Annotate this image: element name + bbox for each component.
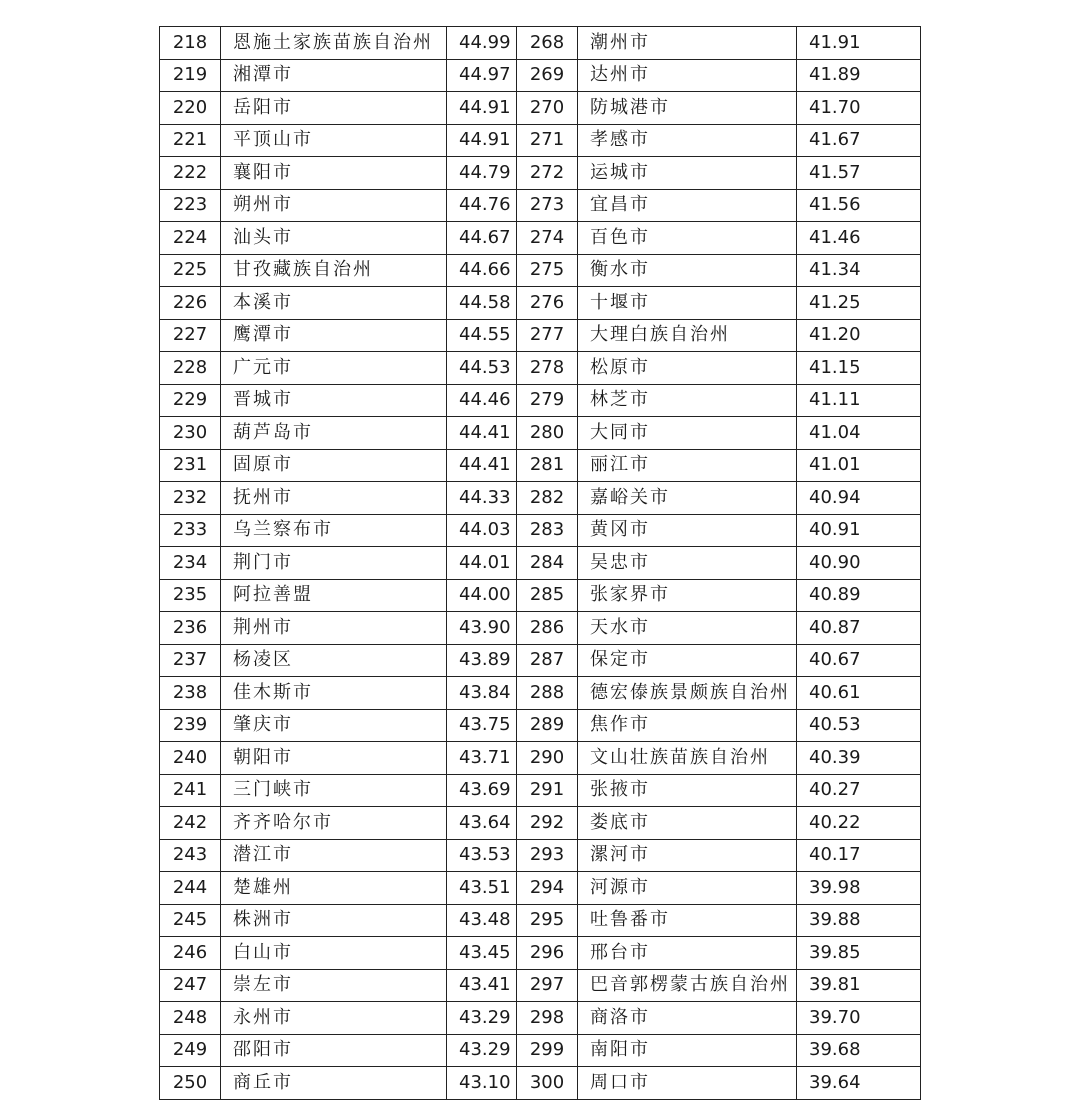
left-rank-cell: 245 [160,904,221,937]
right-city-name-cell: 南阳市 [578,1034,797,1067]
table-row [160,384,921,417]
left-score-cell: 43.64 [447,807,517,840]
table-row [160,872,921,905]
right-rank-cell: 295 [517,904,578,937]
left-score-cell: 44.66 [447,254,517,287]
right-rank-cell: 280 [517,417,578,450]
right-rank-cell: 288 [517,677,578,710]
right-rank-cell: 270 [517,92,578,125]
left-city-name-cell: 邵阳市 [221,1034,447,1067]
right-score-cell: 41.04 [797,417,921,450]
right-rank-cell: 291 [517,774,578,807]
left-city-name-cell: 崇左市 [221,969,447,1002]
right-score-cell: 41.70 [797,92,921,125]
right-score-cell: 39.85 [797,937,921,970]
left-rank-cell: 230 [160,417,221,450]
left-city-name-cell: 岳阳市 [221,92,447,125]
right-rank-cell: 269 [517,59,578,92]
right-rank-cell: 282 [517,482,578,515]
right-city-name-cell: 松原市 [578,352,797,385]
table-row [160,482,921,515]
right-score-cell: 41.57 [797,157,921,190]
right-score-cell: 39.64 [797,1067,921,1100]
left-score-cell: 44.76 [447,189,517,222]
left-city-name-cell: 鹰潭市 [221,319,447,352]
right-city-name-cell: 大理白族自治州 [578,319,797,352]
right-rank-cell: 268 [517,27,578,60]
right-score-cell: 40.61 [797,677,921,710]
left-city-name-cell: 齐齐哈尔市 [221,807,447,840]
left-score-cell: 44.33 [447,482,517,515]
right-city-name-cell: 潮州市 [578,27,797,60]
table-row [160,287,921,320]
right-rank-cell: 300 [517,1067,578,1100]
left-city-name-cell: 本溪市 [221,287,447,320]
left-city-name-cell: 白山市 [221,937,447,970]
left-score-cell: 43.10 [447,1067,517,1100]
right-rank-cell: 290 [517,742,578,775]
left-rank-cell: 228 [160,352,221,385]
left-score-cell: 44.03 [447,514,517,547]
right-rank-cell: 271 [517,124,578,157]
table-row [160,254,921,287]
left-rank-cell: 248 [160,1002,221,1035]
left-rank-cell: 247 [160,969,221,1002]
left-score-cell: 44.97 [447,59,517,92]
left-score-cell: 43.41 [447,969,517,1002]
left-score-cell: 44.67 [447,222,517,255]
right-city-name-cell: 漯河市 [578,839,797,872]
left-city-name-cell: 荆门市 [221,547,447,580]
left-score-cell: 44.91 [447,124,517,157]
left-city-name-cell: 肇庆市 [221,709,447,742]
table-row [160,27,921,60]
left-rank-cell: 234 [160,547,221,580]
left-rank-cell: 225 [160,254,221,287]
right-rank-cell: 272 [517,157,578,190]
right-city-name-cell: 娄底市 [578,807,797,840]
right-rank-cell: 285 [517,579,578,612]
right-score-cell: 39.70 [797,1002,921,1035]
left-score-cell: 44.91 [447,92,517,125]
left-score-cell: 44.00 [447,579,517,612]
table-row [160,189,921,222]
left-city-name-cell: 恩施土家族苗族自治州 [221,27,447,60]
right-city-name-cell: 防城港市 [578,92,797,125]
right-city-name-cell: 嘉峪关市 [578,482,797,515]
left-rank-cell: 219 [160,59,221,92]
right-city-name-cell: 衡水市 [578,254,797,287]
right-city-name-cell: 焦作市 [578,709,797,742]
left-score-cell: 44.46 [447,384,517,417]
left-city-name-cell: 晋城市 [221,384,447,417]
right-rank-cell: 297 [517,969,578,1002]
right-city-name-cell: 百色市 [578,222,797,255]
right-rank-cell: 296 [517,937,578,970]
left-score-cell: 43.29 [447,1034,517,1067]
right-score-cell: 40.27 [797,774,921,807]
right-rank-cell: 298 [517,1002,578,1035]
right-city-name-cell: 邢台市 [578,937,797,970]
left-city-name-cell: 固原市 [221,449,447,482]
table-row [160,969,921,1002]
right-city-name-cell: 孝感市 [578,124,797,157]
left-city-name-cell: 永州市 [221,1002,447,1035]
right-city-name-cell: 文山壮族苗族自治州 [578,742,797,775]
left-rank-cell: 229 [160,384,221,417]
left-rank-cell: 233 [160,514,221,547]
right-score-cell: 40.94 [797,482,921,515]
table-row [160,774,921,807]
table-row [160,547,921,580]
right-rank-cell: 286 [517,612,578,645]
left-rank-cell: 238 [160,677,221,710]
left-score-cell: 43.90 [447,612,517,645]
left-score-cell: 44.41 [447,449,517,482]
left-rank-cell: 232 [160,482,221,515]
right-rank-cell: 273 [517,189,578,222]
left-rank-cell: 249 [160,1034,221,1067]
table-row [160,157,921,190]
table-row [160,92,921,125]
left-city-name-cell: 汕头市 [221,222,447,255]
left-city-name-cell: 广元市 [221,352,447,385]
right-rank-cell: 299 [517,1034,578,1067]
table-row [160,1002,921,1035]
right-rank-cell: 287 [517,644,578,677]
left-rank-cell: 244 [160,872,221,905]
table-row [160,644,921,677]
right-city-name-cell: 河源市 [578,872,797,905]
left-city-name-cell: 商丘市 [221,1067,447,1100]
left-rank-cell: 222 [160,157,221,190]
left-city-name-cell: 楚雄州 [221,872,447,905]
table-body [160,27,921,1100]
right-rank-cell: 275 [517,254,578,287]
table-row [160,677,921,710]
right-rank-cell: 293 [517,839,578,872]
right-city-name-cell: 黄冈市 [578,514,797,547]
left-rank-cell: 218 [160,27,221,60]
right-score-cell: 39.68 [797,1034,921,1067]
left-rank-cell: 224 [160,222,221,255]
table-row [160,417,921,450]
left-rank-cell: 221 [160,124,221,157]
right-score-cell: 40.90 [797,547,921,580]
left-rank-cell: 223 [160,189,221,222]
left-rank-cell: 242 [160,807,221,840]
right-city-name-cell: 德宏傣族景颇族自治州 [578,677,797,710]
right-city-name-cell: 十堰市 [578,287,797,320]
left-city-name-cell: 潜江市 [221,839,447,872]
right-score-cell: 40.87 [797,612,921,645]
ranking-table [159,26,921,1100]
right-score-cell: 41.89 [797,59,921,92]
right-score-cell: 40.39 [797,742,921,775]
right-rank-cell: 279 [517,384,578,417]
right-rank-cell: 274 [517,222,578,255]
right-score-cell: 41.01 [797,449,921,482]
right-score-cell: 39.98 [797,872,921,905]
left-score-cell: 43.75 [447,709,517,742]
right-city-name-cell: 商洛市 [578,1002,797,1035]
right-rank-cell: 292 [517,807,578,840]
table-row [160,352,921,385]
right-rank-cell: 284 [517,547,578,580]
table-row [160,579,921,612]
right-city-name-cell: 张掖市 [578,774,797,807]
left-rank-cell: 227 [160,319,221,352]
left-score-cell: 44.41 [447,417,517,450]
left-rank-cell: 220 [160,92,221,125]
right-score-cell: 41.91 [797,27,921,60]
left-city-name-cell: 三门峡市 [221,774,447,807]
left-score-cell: 44.99 [447,27,517,60]
left-city-name-cell: 荆州市 [221,612,447,645]
left-score-cell: 43.48 [447,904,517,937]
right-city-name-cell: 林芝市 [578,384,797,417]
left-score-cell: 44.01 [447,547,517,580]
right-score-cell: 40.91 [797,514,921,547]
left-city-name-cell: 乌兰察布市 [221,514,447,547]
left-score-cell: 44.58 [447,287,517,320]
left-score-cell: 44.55 [447,319,517,352]
left-city-name-cell: 湘潭市 [221,59,447,92]
left-rank-cell: 250 [160,1067,221,1100]
left-score-cell: 43.71 [447,742,517,775]
right-score-cell: 40.17 [797,839,921,872]
left-score-cell: 43.51 [447,872,517,905]
left-city-name-cell: 株洲市 [221,904,447,937]
left-city-name-cell: 佳木斯市 [221,677,447,710]
right-city-name-cell: 周口市 [578,1067,797,1100]
left-rank-cell: 241 [160,774,221,807]
left-rank-cell: 246 [160,937,221,970]
right-score-cell: 40.89 [797,579,921,612]
left-city-name-cell: 甘孜藏族自治州 [221,254,447,287]
right-score-cell: 41.34 [797,254,921,287]
left-city-name-cell: 朔州市 [221,189,447,222]
right-city-name-cell: 吴忠市 [578,547,797,580]
right-score-cell: 41.46 [797,222,921,255]
table-row [160,807,921,840]
left-rank-cell: 235 [160,579,221,612]
right-city-name-cell: 张家界市 [578,579,797,612]
left-rank-cell: 236 [160,612,221,645]
left-city-name-cell: 朝阳市 [221,742,447,775]
right-rank-cell: 277 [517,319,578,352]
left-rank-cell: 239 [160,709,221,742]
right-score-cell: 39.88 [797,904,921,937]
left-score-cell: 44.53 [447,352,517,385]
right-city-name-cell: 丽江市 [578,449,797,482]
left-city-name-cell: 襄阳市 [221,157,447,190]
right-score-cell: 41.15 [797,352,921,385]
right-rank-cell: 283 [517,514,578,547]
right-score-cell: 41.20 [797,319,921,352]
table-row [160,59,921,92]
right-score-cell: 40.67 [797,644,921,677]
right-score-cell: 39.81 [797,969,921,1002]
table-row [160,124,921,157]
left-score-cell: 43.84 [447,677,517,710]
right-rank-cell: 294 [517,872,578,905]
right-rank-cell: 278 [517,352,578,385]
right-rank-cell: 276 [517,287,578,320]
table-row [160,937,921,970]
right-rank-cell: 281 [517,449,578,482]
left-score-cell: 43.45 [447,937,517,970]
right-city-name-cell: 吐鲁番市 [578,904,797,937]
table-row [160,449,921,482]
left-score-cell: 43.69 [447,774,517,807]
left-city-name-cell: 平顶山市 [221,124,447,157]
table-row [160,1034,921,1067]
table-row [160,839,921,872]
table-row [160,222,921,255]
right-city-name-cell: 巴音郭楞蒙古族自治州 [578,969,797,1002]
left-score-cell: 43.29 [447,1002,517,1035]
table-row [160,319,921,352]
left-rank-cell: 226 [160,287,221,320]
table-row [160,742,921,775]
right-score-cell: 41.67 [797,124,921,157]
right-score-cell: 40.22 [797,807,921,840]
right-city-name-cell: 达州市 [578,59,797,92]
right-score-cell: 40.53 [797,709,921,742]
table-row [160,514,921,547]
left-rank-cell: 240 [160,742,221,775]
table-row [160,709,921,742]
table-row [160,904,921,937]
left-score-cell: 43.53 [447,839,517,872]
right-score-cell: 41.56 [797,189,921,222]
left-city-name-cell: 抚州市 [221,482,447,515]
left-rank-cell: 231 [160,449,221,482]
right-city-name-cell: 保定市 [578,644,797,677]
left-rank-cell: 237 [160,644,221,677]
right-rank-cell: 289 [517,709,578,742]
left-score-cell: 43.89 [447,644,517,677]
left-rank-cell: 243 [160,839,221,872]
table-row [160,612,921,645]
right-city-name-cell: 运城市 [578,157,797,190]
right-city-name-cell: 天水市 [578,612,797,645]
table-row [160,1067,921,1100]
left-score-cell: 44.79 [447,157,517,190]
right-score-cell: 41.25 [797,287,921,320]
left-city-name-cell: 杨凌区 [221,644,447,677]
right-city-name-cell: 宜昌市 [578,189,797,222]
right-score-cell: 41.11 [797,384,921,417]
right-city-name-cell: 大同市 [578,417,797,450]
left-city-name-cell: 阿拉善盟 [221,579,447,612]
left-city-name-cell: 葫芦岛市 [221,417,447,450]
